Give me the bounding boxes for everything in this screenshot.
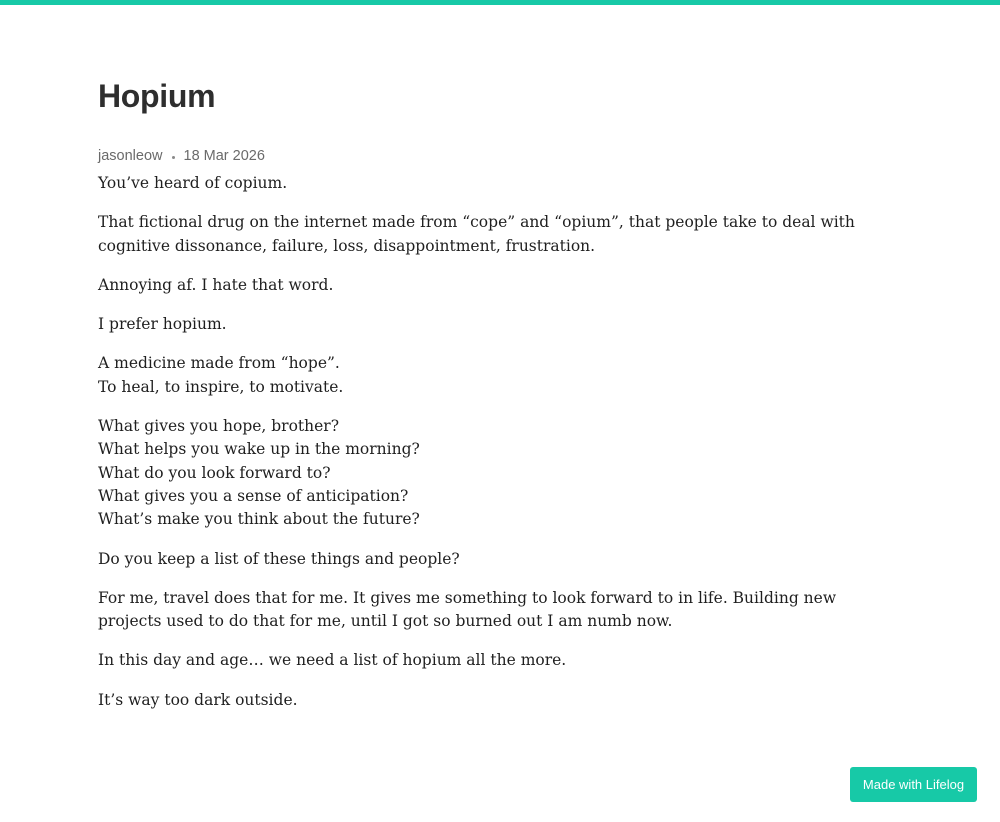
- post-paragraph: [98, 172, 898, 195]
- paragraph-line: In this day and age… we need a list of hopium all the more.: [98, 651, 567, 670]
- meta-separator-dot: [172, 156, 175, 159]
- paragraph-line: It’s way too dark outside.: [98, 690, 298, 709]
- post-paragraph: [98, 352, 898, 399]
- post-author[interactable]: jasonleow: [98, 148, 163, 164]
- paragraph-line: What do you look forward to?: [98, 463, 331, 482]
- paragraph-line: What’s make you think about the future?: [98, 510, 420, 529]
- paragraph-line: Annoying af. I hate that word.: [98, 275, 334, 294]
- paragraph-line: Do you keep a list of these things and people?: [98, 549, 460, 568]
- post-paragraph: [98, 274, 898, 297]
- post-paragraph: [98, 548, 898, 571]
- post-meta: [98, 146, 898, 166]
- post-paragraph: [98, 211, 898, 258]
- paragraph-line: You’ve heard of copium.: [98, 174, 288, 192]
- post-paragraph: [98, 689, 898, 712]
- paragraph-line: To heal, to inspire, to motivate.: [98, 377, 344, 396]
- top-accent-bar: [0, 0, 1000, 5]
- made-with-lifelog-button[interactable]: Made with Lifelog: [850, 767, 977, 802]
- paragraph-line: What gives you hope, brother?: [98, 417, 340, 436]
- paragraph-line: A medicine made from “hope”.: [98, 354, 340, 373]
- post-paragraph: [98, 587, 898, 634]
- paragraph-line: That fictional drug on the internet made from “cope” and “opium”, that people take to deal with cognitive dissonance, failure, loss, disappointment, frustration.: [98, 213, 855, 255]
- post-title: Hopium: [98, 78, 216, 114]
- post-paragraph: [98, 313, 898, 336]
- paragraph-line: What gives you a sense of anticipation?: [98, 486, 409, 505]
- paragraph-line: I prefer hopium.: [98, 315, 227, 334]
- post-paragraph: [98, 649, 898, 672]
- paragraph-line: For me, travel does that for me. It gives me something to look forward to in life. Building new projects used to do that for me, until I got so burned out I am numb now.: [98, 588, 837, 631]
- post-body: [98, 172, 898, 712]
- post-paragraph: [98, 415, 898, 531]
- post-article: [98, 74, 898, 728]
- paragraph-line: What helps you wake up in the morning?: [98, 440, 420, 459]
- post-date: 18 Mar 2026: [183, 148, 265, 164]
